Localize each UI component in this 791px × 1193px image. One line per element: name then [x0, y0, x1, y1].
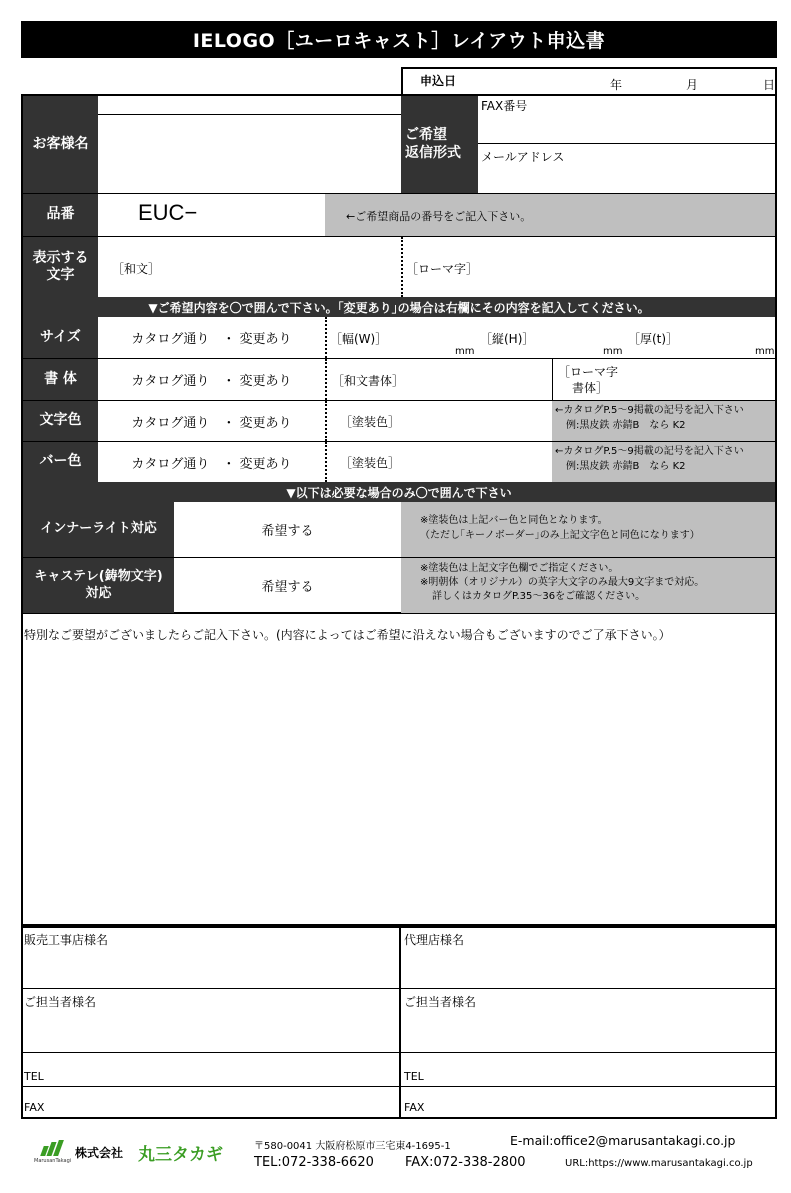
reply-label-line1: ご希望: [405, 127, 447, 143]
bar-color-note-line1: ←カタログP.5～9掲載の記号を記入下さい: [555, 446, 744, 457]
bar-color-options[interactable]: カタログ通り ・ 変更あり: [131, 456, 292, 472]
divider: [23, 1052, 775, 1053]
agent-contact-label[interactable]: ご担当者様名: [404, 995, 477, 1009]
customer-label: [23, 96, 98, 193]
customer-name-field[interactable]: [98, 115, 401, 193]
innerlight-note-line2: （ただし｢キーノボーダー｣のみ上記文字色と同色になります）: [420, 530, 700, 541]
text-color-dotted-divider: [325, 401, 327, 441]
text-color-options[interactable]: カタログ通り ・ 変更あり: [131, 415, 292, 431]
castele-label: [23, 558, 174, 613]
optional-instruction-bar: ▼以下は必要な場合のみ〇で囲んで下さい: [23, 482, 775, 502]
company-email: E-mail:office2@marusantakagi.co.jp: [510, 1133, 736, 1148]
divider: [23, 1086, 775, 1087]
divider: [23, 988, 775, 989]
height-label[interactable]: ［縦(H)］: [480, 332, 535, 346]
customer-furigana-field[interactable]: [98, 96, 401, 115]
company-address: 〒580-0041 大阪府松原市三宅東4-1695-1: [254, 1141, 451, 1152]
company-name: 丸三タカギ: [138, 1145, 223, 1165]
dealer-fax-label[interactable]: FAX: [24, 1101, 45, 1114]
dealer-contact-label[interactable]: ご担当者様名: [24, 995, 97, 1009]
company-fax: FAX:072-338-2800: [405, 1155, 526, 1170]
castele-note-line2: ※明朝体（オリジナル）の英字大文字のみ最大9文字まで対応。: [420, 577, 705, 588]
company-url: URL:https://www.marusantakagi.co.jp: [565, 1158, 753, 1169]
castele-note-line3: 詳しくはカタログP.35～36をご確認ください。: [432, 591, 646, 602]
product-number-value: EUC−: [138, 200, 198, 225]
agent-fax-label[interactable]: FAX: [404, 1101, 425, 1114]
japanese-font-label[interactable]: ［和文書体］: [332, 374, 405, 388]
innerlight-option[interactable]: 希望する: [261, 524, 314, 539]
display-text-label-line1: 表示する: [32, 249, 89, 266]
text-color-label-text: 文字色: [39, 412, 82, 429]
japanese-text-label: ［和文］: [112, 262, 161, 276]
date-year-field[interactable]: 年: [610, 78, 623, 92]
reply-label: [401, 96, 478, 193]
innerlight-label: [23, 502, 174, 557]
product-note: ←ご希望商品の番号をご記入下さい。: [346, 210, 532, 223]
castele-note-line1: ※塗装色は上記文字色欄でご指定ください。: [420, 563, 619, 574]
special-request-label: 特別なご要望がございましたらご記入下さい。(内容によってはご希望に沿えない場合もございますのでご了承下さい。）: [24, 628, 671, 642]
bar-color-label-text: バー色: [39, 453, 82, 470]
product-label-text: 品番: [46, 206, 75, 223]
product-number-field[interactable]: [98, 194, 325, 236]
text-color-label: [23, 401, 98, 441]
company-tel: TEL:072-338-6620: [254, 1155, 374, 1170]
special-request-box[interactable]: [21, 614, 777, 926]
depth-unit: mm: [755, 346, 775, 357]
company-prefix: 株式会社: [75, 1146, 124, 1160]
date-label: 申込日: [420, 74, 457, 88]
bar-color-note-line2: 例:黒皮鉄 赤錆B なら K2: [566, 461, 686, 472]
bar-color-label: [23, 442, 98, 482]
company-logo-icon: [42, 1140, 61, 1156]
date-day-field[interactable]: 日: [763, 78, 776, 92]
text-color-note-line1: ←カタログP.5～9掲載の記号を記入下さい: [555, 405, 744, 416]
text-paint-label[interactable]: ［塗装色］: [340, 415, 401, 429]
innerlight-label-text: インナーライト対応: [40, 521, 157, 537]
display-text-label-line2: 文字: [46, 267, 75, 283]
agent-name-label[interactable]: 代理店様名: [404, 933, 465, 947]
bar-color-dotted-divider: [325, 442, 327, 482]
form-title: IELOGO［ユーロキャスト］レイアウト申込書: [21, 21, 777, 58]
roman-font-label-line1[interactable]: ［ローマ字: [558, 365, 619, 379]
size-options[interactable]: カタログ通り ・ 変更あり: [131, 332, 292, 347]
reply-label-line2: 返信形式: [405, 144, 461, 161]
castele-label-line1: キャステレ(鋳物文字): [34, 569, 163, 585]
innerlight-note-line1: ※塗装色は上記バー色と同色となります。: [420, 515, 608, 526]
roman-font-label-line2: 書体］: [572, 381, 609, 395]
divider: [552, 359, 553, 400]
width-label: ［幅(W)］: [330, 332, 388, 346]
date-month-field[interactable]: 月: [686, 78, 699, 92]
fax-number-label: FAX番号: [481, 99, 528, 113]
agent-tel-label[interactable]: TEL: [404, 1070, 424, 1083]
customer-label-text: お客様名: [32, 135, 89, 152]
bar-paint-label[interactable]: ［塗装色］: [340, 456, 401, 470]
product-label: [23, 194, 98, 236]
font-dotted-divider: [325, 359, 327, 400]
email-label: メールアドレス: [481, 150, 565, 164]
display-text-label: [23, 237, 98, 297]
dealer-tel-label[interactable]: TEL: [24, 1070, 44, 1083]
size-label: [23, 317, 98, 358]
instruction-bar: ▼ご希望内容を〇で囲んで下さい。｢変更あり｣の場合は右欄にその内容を記入してください。: [23, 297, 775, 317]
width-unit: mm: [455, 346, 475, 357]
font-label: [23, 359, 98, 400]
dealer-name-label[interactable]: 販売工事店様名: [24, 933, 109, 947]
depth-label[interactable]: ［厚(t)］: [628, 332, 679, 346]
size-dotted-divider: [325, 317, 327, 358]
date-row: [401, 67, 777, 94]
castele-label-line2: 対応: [85, 585, 112, 601]
font-options[interactable]: カタログ通り ・ 変更あり: [131, 374, 292, 389]
roman-text-label: ［ローマ字］: [406, 262, 479, 276]
size-label-text: サイズ: [40, 328, 81, 345]
height-unit: mm: [603, 346, 623, 357]
text-color-note-line2: 例:黒皮鉄 赤錆B なら K2: [566, 420, 686, 431]
font-label-text: 書 体: [44, 370, 77, 387]
logo-subtext: MarusanTakagi: [34, 1158, 72, 1164]
castele-option[interactable]: 希望する: [261, 580, 314, 595]
dealer-center-divider: [399, 928, 401, 1117]
